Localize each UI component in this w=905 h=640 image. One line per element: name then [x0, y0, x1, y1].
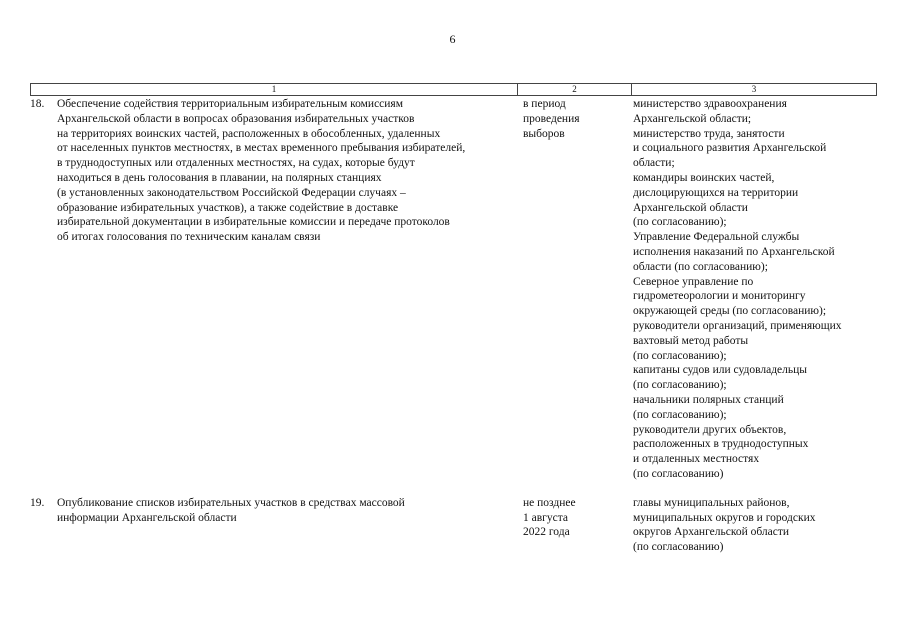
table-row	[30, 97, 877, 482]
deadline: в период проведения выборов	[523, 98, 580, 140]
table-row	[30, 496, 877, 555]
measure-description: Опубликование списков избирательных участков в средствах массовой информации Архангельской области	[57, 496, 405, 524]
deadline: не позднее 1 августа 2022 года	[523, 496, 576, 539]
item-number: 19.	[30, 496, 45, 509]
table-header-row	[30, 83, 877, 96]
page-number: 6	[449, 32, 456, 46]
item-number: 18.	[30, 98, 45, 110]
responsible-parties: министерство здравоохранения Архангельской области; министерство труда, занятости и социального развития Архангельской области; командиры воинских частей, дислоцирующихся на территории Архангельской области (по согласованию); Управление Федеральной службы исполнения наказаний по Архангельской области (по согласованию); Северное управление по гидрометеорологии и мониторингу окружающей среды (по согласованию); руководители организаций, применяющих вахтовый метод работы (по согласованию); капитаны судов или судовладельцы (по согласованию); начальники полярных станций (по согласованию); руководители других объектов, расположенных в труднодоступных и отдаленных местностях (по согласованию)	[633, 98, 842, 480]
column-number-2: 2	[518, 84, 632, 95]
measure-description: Обеспечение содействия территориальным избирательным комиссиям Архангельской области в вопросах образования избирательных участков на территориях воинских частей, расположенных в обособленных, удаленных от населенных пунктов местностях, в местах временного пребывания избирателей, в труднодоступных или отдаленных местностях, на судах, которые будут находиться в день голосования в плавании, на полярных станциях (в установленных законодательством Российской Федерации случаях – образование избирательных участков), а также содействие в доставке избирательной документации в избирательные комиссии и передаче протоколов об итогах голосования по техническим каналам связи	[57, 98, 466, 244]
column-number-1: 1	[31, 84, 518, 95]
measures-table	[30, 83, 877, 555]
responsible-parties: главы муниципальных районов, муниципальных округов и городских округов Архангельской области (по согласованию)	[633, 496, 816, 554]
column-number-3: 3	[751, 84, 757, 94]
